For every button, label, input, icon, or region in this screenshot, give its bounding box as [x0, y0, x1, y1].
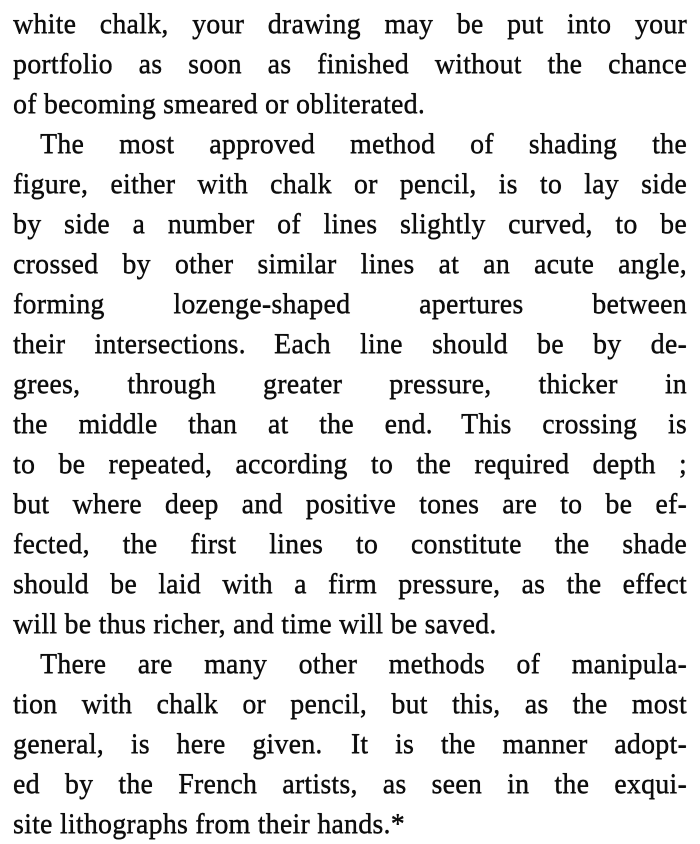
text-line: site lithographs from their hands.* [13, 809, 405, 840]
text-line: portfolio as soon as finished without the chance [13, 49, 687, 80]
text-line: fected, the first lines to constitute the shade [13, 529, 687, 560]
text-line: crossed by other similar lines at an acute angle, [13, 249, 687, 280]
text-line: but where deep and positive tones are to be ef- [13, 489, 687, 520]
text-line: the middle than at the end. This crossing is [13, 409, 687, 440]
text-line: will be thus richer, and time will be saved. [13, 609, 497, 640]
text-line: of becoming smeared or obliterated. [13, 89, 426, 120]
text-line: tion with chalk or pencil, but this, as the most [13, 689, 687, 720]
text-line: There are many other methods of manipula- [40, 649, 687, 680]
text-line: forming lozenge-shaped apertures between [13, 289, 687, 320]
text-line: general, is here given. It is the manner adopt- [13, 729, 687, 760]
text-line: figure, either with chalk or pencil, is to lay side [13, 169, 687, 200]
text-line: should be laid with a firm pressure, as the effect [13, 569, 687, 600]
text-line: their intersections. Each line should be by de- [13, 329, 687, 360]
text-line: by side a number of lines slightly curved, to be [13, 209, 687, 240]
text-line: white chalk, your drawing may be put into your [13, 9, 687, 40]
text-line: The most approved method of shading the [40, 129, 687, 160]
text-line: ed by the French artists, as seen in the exqui- [13, 769, 687, 800]
text-line: to be repeated, according to the required depth ; [13, 449, 687, 480]
text-line: grees, through greater pressure, thicker in [13, 369, 687, 400]
